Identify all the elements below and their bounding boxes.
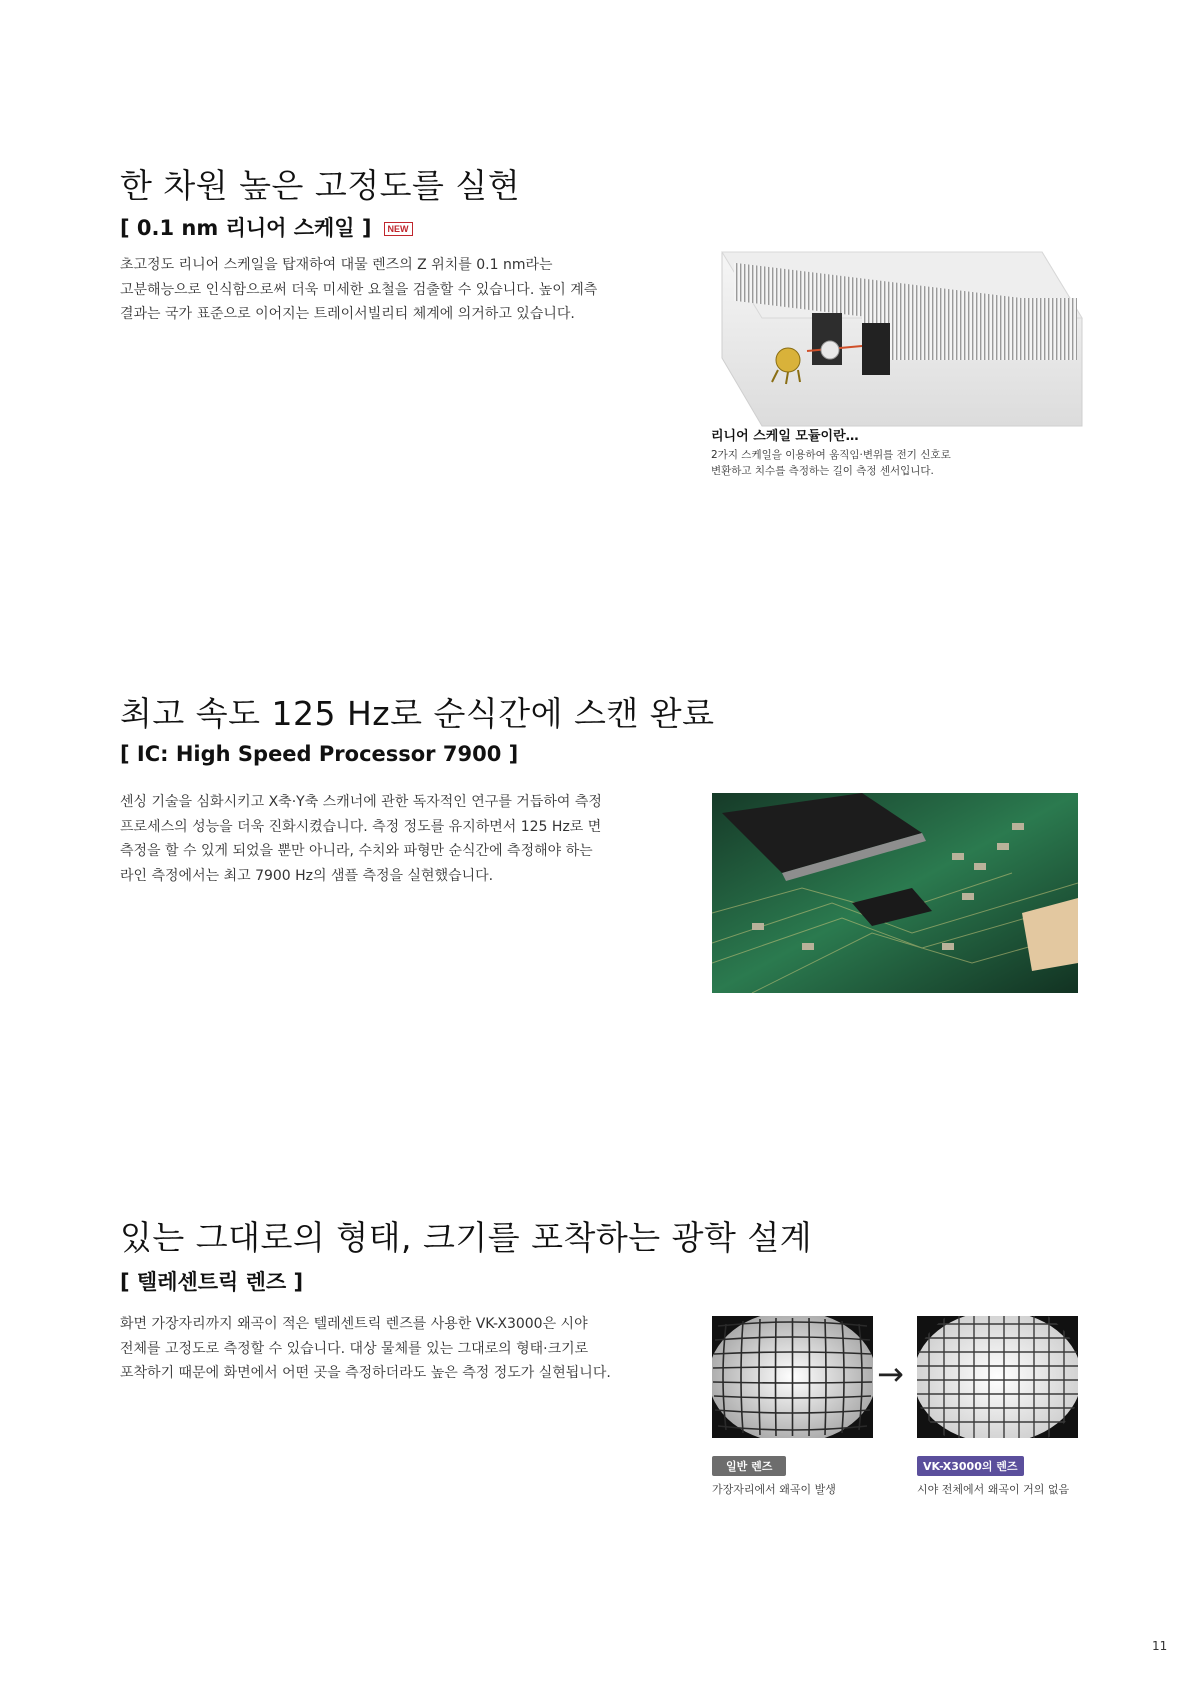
normal-lens-image [712,1316,873,1438]
page-number: 11 [1152,1639,1168,1653]
normal-lens-label-block [712,1455,836,1497]
vk-lens-label: VK-X3000의 렌즈 [917,1456,1024,1476]
pcb-image [712,793,1078,993]
section1-body-line: 고분해능으로 인식함으로써 더욱 미세한 요철을 검출할 수 있습니다. 높이 계측 [120,281,598,298]
linear-scale-image [712,248,1092,428]
section2-title: 최고 속도 125 Hz로 순식간에 스캔 완료 [120,694,715,733]
linear-scale-caption [711,425,1111,479]
section1-body [120,253,665,327]
normal-lens-label: 일반 렌즈 [712,1456,786,1476]
section2-body-line: 측정을 할 수 있게 되었을 뿐만 아니라, 수치와 파형만 순식간에 측정해야 하는 [120,843,593,859]
caption-line: 변환하고 치수를 측정하는 길이 측정 센서입니다. [711,465,934,477]
vk-lens-caption: 시야 전체에서 왜곡이 거의 없음 [917,1483,1070,1496]
section1-body-line: 초고정도 리니어 스케일을 탑재하여 대물 렌즈의 Z 위치를 0.1 nm라는 [120,257,553,273]
arrow-icon: → [877,1355,904,1393]
section1-title: 한 차원 높은 고정도를 실현 [120,166,521,205]
section2-subtitle: [ IC: High Speed Processor 7900 ] [120,742,519,766]
section1-body-line: 결과는 국가 표준으로 이어지는 트레이서빌리티 체계에 의거하고 있습니다. [120,306,575,322]
section3-body-line: 화면 가장자리까지 왜곡이 적은 텔레센트릭 렌즈를 사용한 VK-X3000은 시야 [120,1316,588,1332]
section3-subtitle: [ 텔레센트릭 렌즈 ] [120,1270,304,1294]
section3-body-line: 전체를 고정도로 측정할 수 있습니다. 대상 물체를 있는 그대로의 형태·크기로 [120,1340,589,1357]
section1-subtitle-text: [ 0.1 nm 리니어 스케일 ] [120,216,372,240]
section2-body-line: 프로세스의 성능을 더욱 진화시켰습니다. 측정 정도를 유지하면서 125 Hz로 면 [120,818,602,835]
caption-title: 리니어 스케일 모듈이란… [711,429,859,444]
section2-body-line: 라인 측정에서는 최고 7900 Hz의 샘플 측정을 실현했습니다. [120,867,494,884]
vk-lens-image [917,1316,1078,1438]
normal-lens-caption: 가장자리에서 왜곡이 발생 [712,1483,836,1496]
section3-title: 있는 그대로의 형태, 크기를 포착하는 광학 설계 [120,1218,813,1257]
section3-body [120,1312,660,1386]
section3-body-line: 포착하기 때문에 화면에서 어떤 곳을 측정하더라도 높은 측정 정도가 실현됩니다. [120,1365,611,1381]
new-badge: NEW [384,222,413,236]
caption-line: 2가지 스케일을 이용하여 움직임·변위를 전기 신호로 [711,449,951,461]
vk-lens-label-block [917,1455,1069,1497]
section2-body [120,790,660,888]
section2-body-line: 센싱 기술을 심화시키고 X축·Y축 스캐너에 관한 독자적인 연구를 거듭하여 측정 [120,794,602,810]
section1-subtitle [120,212,413,242]
